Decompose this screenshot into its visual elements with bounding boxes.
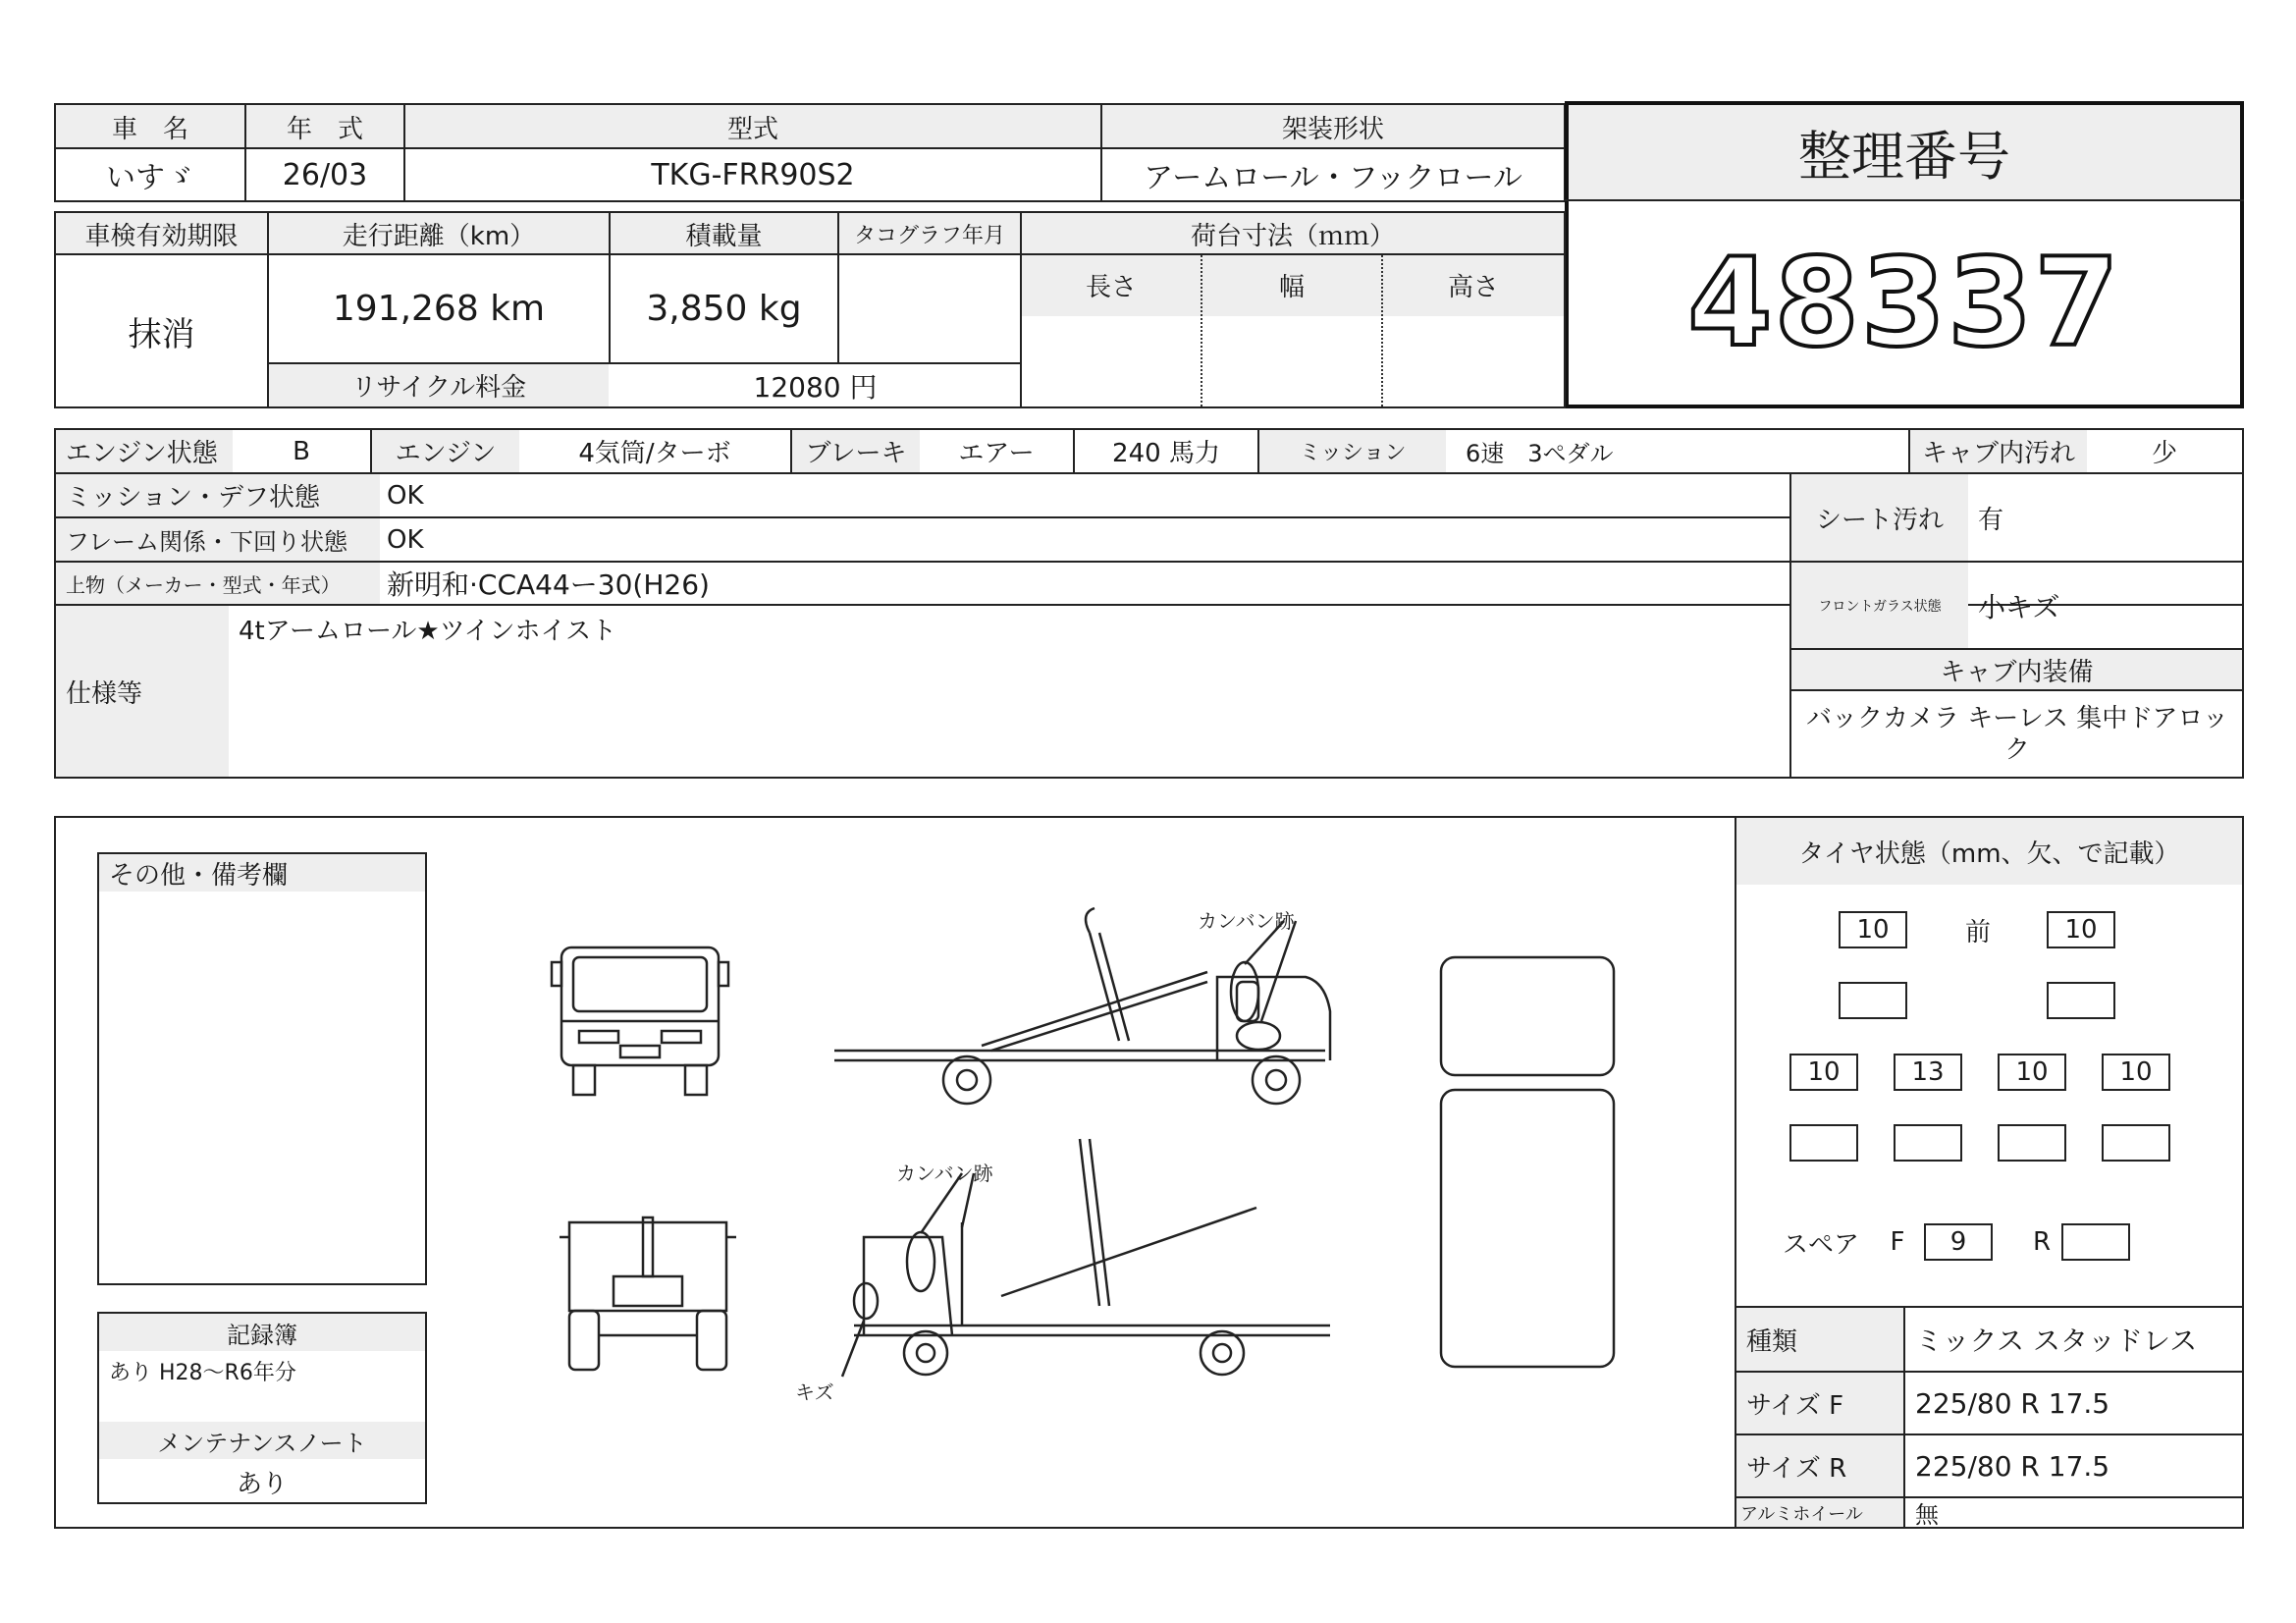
- mileage-label: 走行距離（km）: [342, 221, 536, 251]
- brake-label: ブレーキ: [805, 439, 907, 468]
- tire-front-left: 10: [1839, 911, 1907, 948]
- tachograph-value: [839, 255, 1020, 362]
- inspection-value: 抹消: [128, 314, 195, 354]
- record-value: あり H28～R6年分: [109, 1360, 296, 1385]
- tire-rear-outer-left: 10: [1789, 1054, 1858, 1091]
- cab-equip-label-bottom: [1791, 689, 2244, 691]
- annotation-kanban-2: カンバン跡: [896, 1162, 993, 1185]
- reference-number: 48337: [1687, 233, 2121, 374]
- brake-value: エアー: [958, 439, 1035, 468]
- spec-value: 4tアームロール★ツインホイスト: [239, 617, 617, 646]
- upper-value: 新明和·CCA44ー30(H26): [387, 568, 710, 601]
- tire-rear-outer-right: 10: [2102, 1054, 2170, 1091]
- mileage-value: 191,268 km: [332, 289, 546, 329]
- length-label: 長さ: [1085, 272, 1137, 302]
- spare-f-value: 9: [1924, 1223, 1993, 1261]
- tire-front-right-blank: [2047, 982, 2115, 1019]
- remarks-label: その他・備考欄: [109, 860, 289, 891]
- tire-front-right: 10: [2047, 911, 2115, 948]
- truck-top-view: [1441, 957, 1614, 1367]
- alu-label: アルミホイール: [1740, 1503, 1863, 1525]
- recycle-label: リサイクル料金: [350, 373, 527, 403]
- remarks-box: [97, 852, 427, 1285]
- tire-front-left-blank: [1839, 982, 1907, 1019]
- mission-value: 6速 3ペダル: [1466, 440, 1614, 467]
- car-name-label: 車 名: [111, 114, 188, 144]
- annotation-scratch: キズ: [795, 1380, 834, 1404]
- engine-state-value: B: [293, 436, 310, 466]
- engine-state-label: エンジン状態: [66, 439, 218, 468]
- horsepower-value: 240 馬力: [1112, 439, 1220, 468]
- spare-r-label: R: [2032, 1227, 2052, 1257]
- spare-r-value: [2061, 1223, 2130, 1261]
- year: 26/03: [282, 157, 368, 192]
- body-type: アームロール・フックロール: [1144, 161, 1522, 195]
- tire-rear-blank-2: [1894, 1124, 1962, 1162]
- model-label: 型式: [726, 114, 778, 144]
- spare-f-label: F: [1890, 1227, 1905, 1257]
- car-name: いすゞ: [106, 161, 194, 195]
- size-r-label: サイズ R: [1746, 1453, 1847, 1484]
- cab-dirt-value: 少: [2151, 439, 2177, 468]
- tire-rear-blank-4: [2102, 1124, 2170, 1162]
- spare-label: スペア: [1782, 1229, 1859, 1260]
- annotation-kanban-1: カンバン跡: [1198, 909, 1295, 933]
- cab-dirt-label: キャブ内汚れ: [1921, 439, 2075, 468]
- maint-value: あり: [236, 1469, 288, 1499]
- spec-label: 仕様等: [66, 678, 143, 709]
- tire-rear-blank-3: [1998, 1124, 2066, 1162]
- kind-label: 種類: [1746, 1326, 1798, 1357]
- tire-rear-blank-1: [1789, 1124, 1858, 1162]
- glass-label: フロントガラス状態: [1818, 598, 1942, 615]
- mission-label: ミッション: [1299, 441, 1407, 465]
- frame-value: OK: [387, 524, 424, 555]
- record-label: 記録簿: [227, 1321, 297, 1349]
- inspection-label: 車検有効期限: [84, 221, 239, 251]
- tire-rear-inner-left: 13: [1894, 1054, 1962, 1091]
- year-label: 年 式: [286, 114, 363, 144]
- payload-label: 積載量: [685, 221, 763, 251]
- size-f-value: 225/80 R 17.5: [1915, 1386, 2110, 1420]
- maint-label: メンテナンスノート: [157, 1429, 367, 1457]
- vehicle-diagram: [530, 884, 1669, 1434]
- height-label: 高さ: [1447, 272, 1499, 302]
- seat-dirt-value: 有: [1978, 505, 2004, 535]
- engine-label: エンジン: [395, 439, 497, 468]
- recycle-value: 12080 円: [753, 370, 878, 404]
- width-label: 幅: [1278, 272, 1305, 302]
- alu-value: 無: [1915, 1501, 1939, 1529]
- diff-value: OK: [387, 480, 424, 511]
- upper-label: 上物（メーカー・型式・年式）: [66, 572, 341, 597]
- model: TKG-FRR90S2: [651, 157, 855, 192]
- bed-dimension-label: 荷台寸法（ｍｍ）: [1190, 221, 1395, 251]
- payload-value: 3,850 kg: [646, 289, 802, 329]
- truck-rear-view: [560, 1217, 736, 1370]
- tire-title: タイヤ状態（mm、欠、で記載）: [1798, 839, 2180, 869]
- truck-front-view: [552, 947, 728, 1095]
- kind-value: ミックス スタッドレス: [1915, 1325, 2198, 1357]
- tire-rear-inner-right: 10: [1998, 1054, 2066, 1091]
- reference-label: 整理番号: [1798, 126, 2010, 188]
- glass-value: 小キズ: [1978, 590, 2060, 623]
- engine-value: 4気筒/ターボ: [578, 439, 731, 468]
- body-type-label: 架装形状: [1281, 114, 1384, 144]
- size-f-label: サイズ F: [1746, 1390, 1844, 1421]
- frame-label: フレーム関係・下回り状態: [66, 528, 348, 556]
- tire-front-label: 前: [1964, 917, 1991, 947]
- tachograph-label: タコグラフ年月: [853, 223, 1005, 248]
- truck-side-view-right: [834, 908, 1330, 1104]
- diff-label: ミッション・デフ状態: [66, 483, 320, 513]
- cab-equip-label: キャブ内装備: [1940, 657, 2094, 687]
- seat-dirt-label: シート汚れ: [1815, 505, 1944, 535]
- cab-equip-value: バックカメラ キーレス 集中ドアロック: [1806, 704, 2228, 765]
- size-r-value: 225/80 R 17.5: [1915, 1449, 2110, 1483]
